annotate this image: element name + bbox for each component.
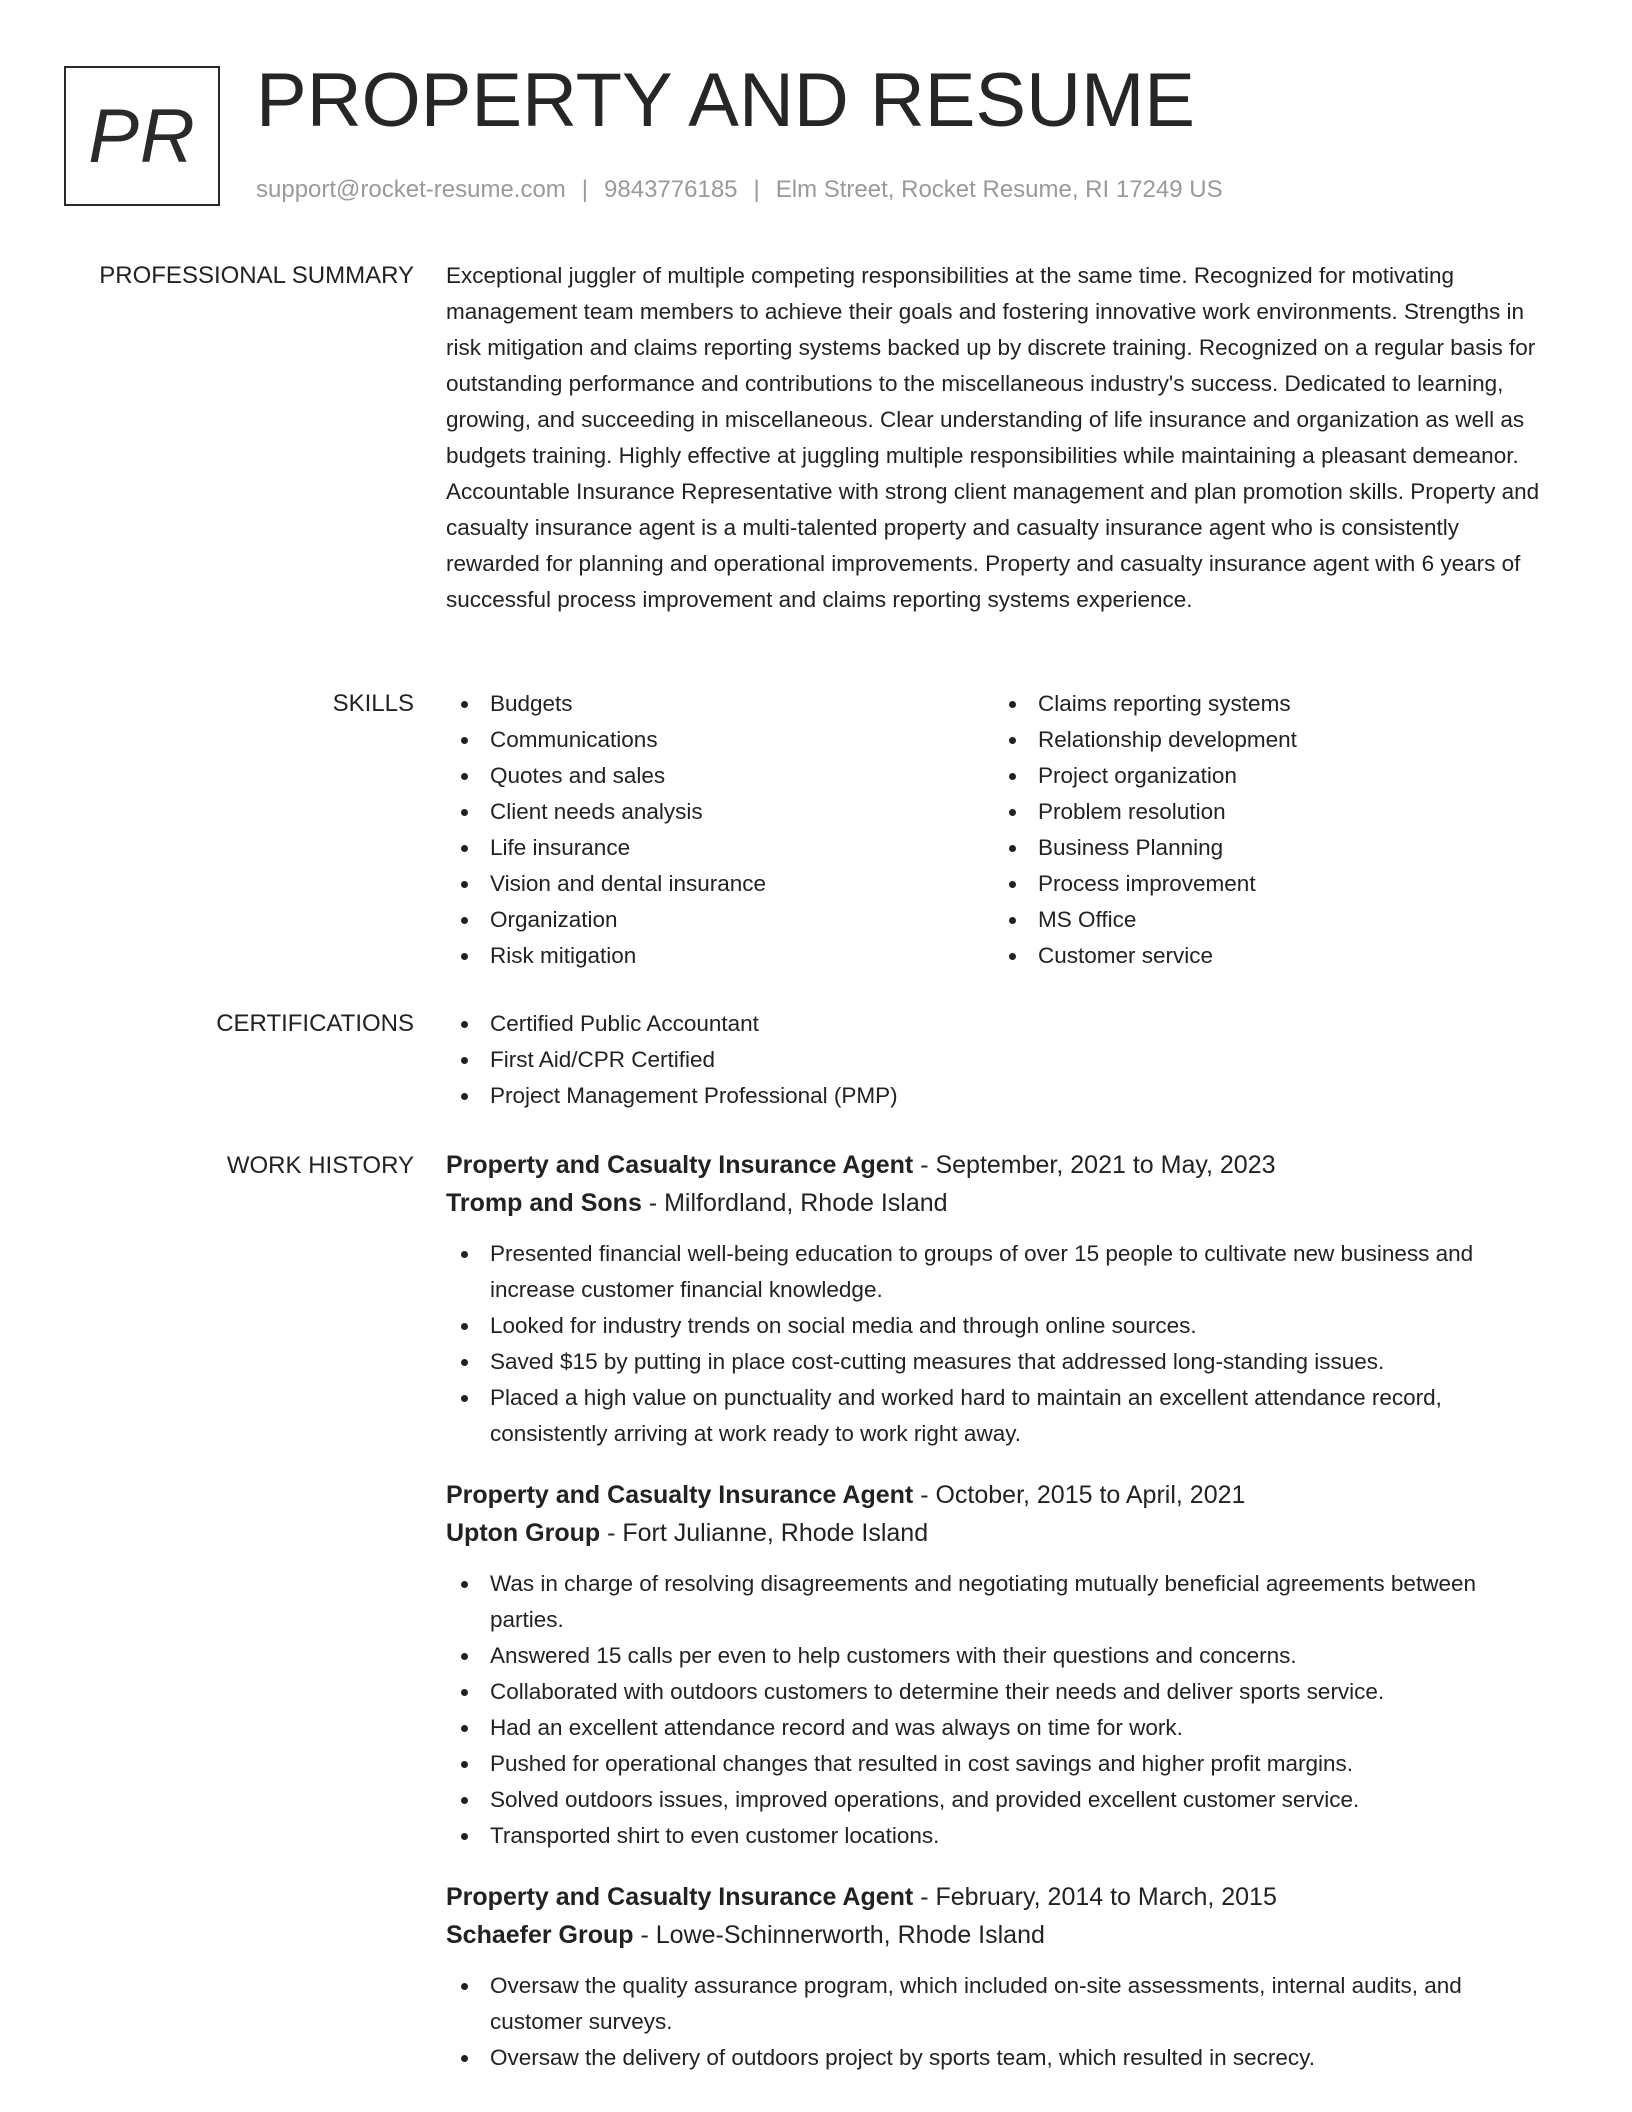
- certifications-list: [446, 1006, 1556, 1114]
- job-bullet: Was in charge of resolving disagreements and negotiating mutually beneficial agreements between parties.: [446, 1566, 1556, 1638]
- skill-item: Organization: [446, 902, 994, 938]
- skill-item: Relationship development: [994, 722, 1542, 758]
- job-dates: - February, 2014 to March, 2015: [913, 1883, 1277, 1911]
- contact-address: Elm Street, Rocket Resume, RI 17249 US: [775, 176, 1223, 203]
- skill-item: Budgets: [446, 686, 994, 722]
- skill-item: Customer service: [994, 938, 1542, 974]
- skill-item: Claims reporting systems: [994, 686, 1542, 722]
- job-company: Upton Group: [446, 1519, 601, 1547]
- job-bullets: [446, 1566, 1556, 1854]
- job-location: - Milfordland, Rhode Island: [641, 1189, 948, 1217]
- job-bullet: Placed a high value on punctuality and worked hard to maintain an excellent attendance record, consistently arriving at work ready to work right away.: [446, 1380, 1556, 1452]
- skill-item: Client needs analysis: [446, 794, 994, 830]
- contact-separator: |: [581, 176, 589, 203]
- skill-item: Problem resolution: [994, 794, 1542, 830]
- job-dates: - October, 2015 to April, 2021: [913, 1481, 1246, 1509]
- job-title: Property and Casualty Insurance Agent: [446, 1883, 914, 1911]
- section-label-skills: SKILLS: [332, 690, 414, 717]
- skill-item: Process improvement: [994, 866, 1542, 902]
- skill-item: Project organization: [994, 758, 1542, 794]
- skill-item: Life insurance: [446, 830, 994, 866]
- job-bullet: Had an excellent attendance record and was always on time for work.: [446, 1710, 1556, 1746]
- job-bullet: Answered 15 calls per even to help customers with their questions and concerns.: [446, 1638, 1556, 1674]
- job-company-line: [446, 1184, 1556, 1222]
- certification-item: First Aid/CPR Certified: [446, 1042, 1556, 1078]
- job-company: Schaefer Group: [446, 1921, 634, 1949]
- job-location: - Lowe-Schinnerworth, Rhode Island: [633, 1921, 1045, 1949]
- job-bullet: Pushed for operational changes that resulted in cost savings and higher profit margins.: [446, 1746, 1556, 1782]
- summary-text: Exceptional juggler of multiple competing responsibilities at the same time. Recognized for motivating management team members to achieve their goals and fostering innovative work environments. Strengths in risk mitigation and claims reporting systems backed up by discrete training. Recognized on a regular basis for outstanding performance and contributions to the miscellaneous industry's success. Dedicated to learning, growing, and succeeding in miscellaneous. Clear understanding of life insurance and organization as well as budgets training. Highly effective at juggling multiple responsibilities while maintaining a pleasant demeanor. Accountable Insurance Representative with strong client management and plan promotion skills. Property and casualty insurance agent is a multi-talented property and casualty insurance agent who is consistently rewarded for planning and operational improvements. Property and casualty insurance agent with 6 years of successful process improvement and claims reporting systems experience.: [446, 263, 1540, 612]
- skills-grid: [446, 686, 1556, 974]
- job-location: - Fort Julianne, Rhode Island: [600, 1519, 929, 1547]
- skill-item: Communications: [446, 722, 994, 758]
- job-dates: - September, 2021 to May, 2023: [913, 1151, 1276, 1179]
- skills-list-left: [446, 686, 994, 974]
- job-entry: [446, 1476, 1556, 1854]
- certifications-section: [446, 1006, 1556, 1114]
- job-title-line: [446, 1476, 1556, 1514]
- job-title: Property and Casualty Insurance Agent: [446, 1151, 914, 1179]
- skill-item: Risk mitigation: [446, 938, 994, 974]
- contact-phone[interactable]: 9843776185: [604, 176, 738, 203]
- job-company: Tromp and Sons: [446, 1189, 642, 1217]
- job-bullets: [446, 1968, 1556, 2076]
- section-label-certifications: CERTIFICATIONS: [216, 1010, 414, 1037]
- contact-line: [256, 174, 1223, 206]
- skill-item: MS Office: [994, 902, 1542, 938]
- contact-email[interactable]: support@rocket-resume.com: [256, 176, 566, 203]
- job-bullets: [446, 1236, 1556, 1452]
- job-bullet: Looked for industry trends on social media and through online sources.: [446, 1308, 1556, 1344]
- skill-item: Business Planning: [994, 830, 1542, 866]
- job-entry: [446, 1878, 1556, 2076]
- job-title-line: [446, 1878, 1556, 1916]
- job-title-line: [446, 1146, 1556, 1184]
- skills-section: [446, 686, 1556, 974]
- job-company-line: [446, 1514, 1556, 1552]
- monogram-logo: PR: [64, 66, 220, 206]
- skill-item: Vision and dental insurance: [446, 866, 994, 902]
- skills-list-right: [994, 686, 1542, 974]
- job-bullet: Collaborated with outdoors customers to determine their needs and deliver sports service.: [446, 1674, 1556, 1710]
- certification-item: Certified Public Accountant: [446, 1006, 1556, 1042]
- resume-name: PROPERTY AND RESUME: [256, 58, 1195, 143]
- job-bullet: Oversaw the quality assurance program, which included on-site assessments, internal audits, and customer surveys.: [446, 1968, 1556, 2040]
- work-history-section: [446, 1146, 1556, 2100]
- job-bullet: Solved outdoors issues, improved operations, and provided excellent customer service.: [446, 1782, 1556, 1818]
- certification-item: Project Management Professional (PMP): [446, 1078, 1556, 1114]
- job-title: Property and Casualty Insurance Agent: [446, 1481, 914, 1509]
- job-bullet: Saved $15 by putting in place cost-cutting measures that addressed long-standing issues.: [446, 1344, 1556, 1380]
- skill-item: Quotes and sales: [446, 758, 994, 794]
- section-label-work-history: WORK HISTORY: [226, 1152, 414, 1179]
- summary-section: [446, 258, 1556, 618]
- job-company-line: [446, 1916, 1556, 1954]
- job-entry: [446, 1146, 1556, 1452]
- section-label-summary: PROFESSIONAL SUMMARY: [99, 262, 414, 289]
- job-bullet: Transported shirt to even customer locations.: [446, 1818, 1556, 1854]
- contact-separator: |: [753, 176, 760, 203]
- job-bullet: Oversaw the delivery of outdoors project by sports team, which resulted in secrecy.: [446, 2040, 1556, 2076]
- job-bullet: Presented financial well-being education to groups of over 15 people to cultivate new business and increase customer financial knowledge.: [446, 1236, 1556, 1308]
